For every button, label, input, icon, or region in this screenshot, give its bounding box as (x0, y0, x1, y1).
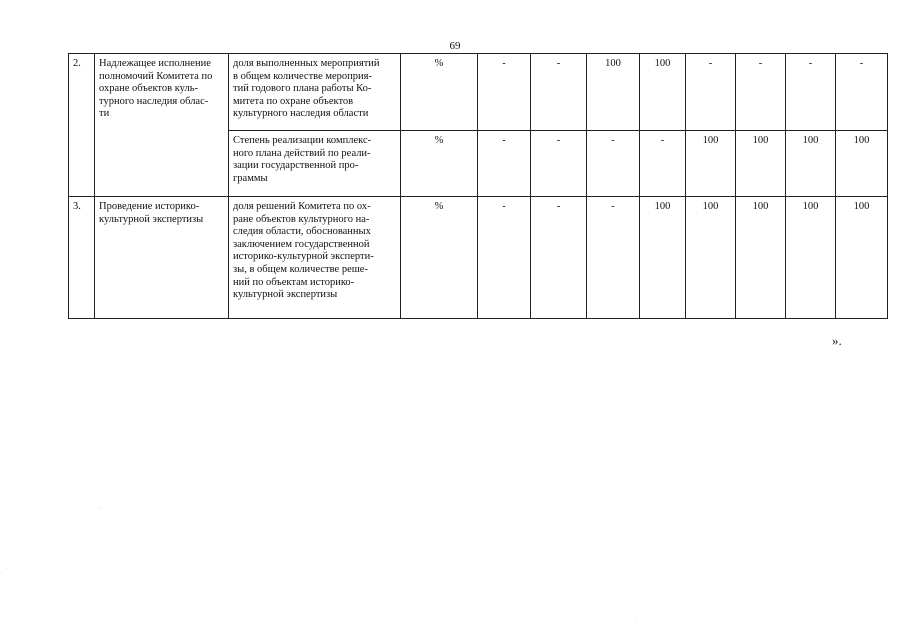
value-cell: - (478, 131, 531, 197)
table-row (69, 197, 888, 319)
value-cell: 100 (640, 54, 686, 131)
value-cell: - (587, 197, 640, 319)
closing-quote: ». (832, 333, 842, 348)
value-cell: 100 (640, 197, 686, 319)
value-cell: - (786, 54, 836, 131)
value-cell: - (587, 131, 640, 197)
page-number: 69 (449, 40, 461, 52)
indicator-text: Степень реализации комплекс- ного плана действий по реали- зации государственной про- граммы (229, 131, 401, 197)
value-cell: - (686, 54, 736, 131)
value-cell: - (531, 54, 587, 131)
value-cell: 100 (587, 54, 640, 131)
indicator-text: доля выполненных мероприятий в общем количестве мероприя- тий годового плана работы Ко- митета по охране объектов культурного наследия области (229, 54, 401, 131)
value-cell: 100 (736, 197, 786, 319)
unit-cell: % (401, 197, 478, 319)
measure-name: Проведение историко- культурной экспертизы (95, 197, 229, 319)
table-row (69, 54, 888, 131)
scan-speck: · (100, 506, 102, 512)
measure-name: Надлежащее исполнение полномочий Комитета по охране объектов куль- турного наследия облас- ти (95, 54, 229, 197)
scan-speck: · (6, 566, 8, 572)
value-cell: 100 (786, 197, 836, 319)
value-cell: - (478, 54, 531, 131)
row-number: 2. (69, 54, 95, 197)
scan-speck: · (636, 616, 638, 622)
indicator-text: доля решений Комитета по ох- ране объектов культурного на- следия области, обоснованных заключением государственной историко-культурной эксперти- зы, в общем количестве реше- ний по объектам историко- культурной экспертизы (229, 197, 401, 319)
value-cell: 100 (836, 197, 888, 319)
value-cell: 100 (736, 131, 786, 197)
value-cell: - (478, 197, 531, 319)
value-cell: 100 (836, 131, 888, 197)
value-cell: - (531, 197, 587, 319)
value-cell: 100 (786, 131, 836, 197)
indicators-table (68, 53, 888, 319)
unit-cell: % (401, 131, 478, 197)
value-cell: - (736, 54, 786, 131)
row-number: 3. (69, 197, 95, 319)
value-cell: - (836, 54, 888, 131)
value-cell: 100 (686, 131, 736, 197)
unit-cell: % (401, 54, 478, 131)
value-cell: 100 (686, 197, 736, 319)
value-cell: - (531, 131, 587, 197)
value-cell: - (640, 131, 686, 197)
